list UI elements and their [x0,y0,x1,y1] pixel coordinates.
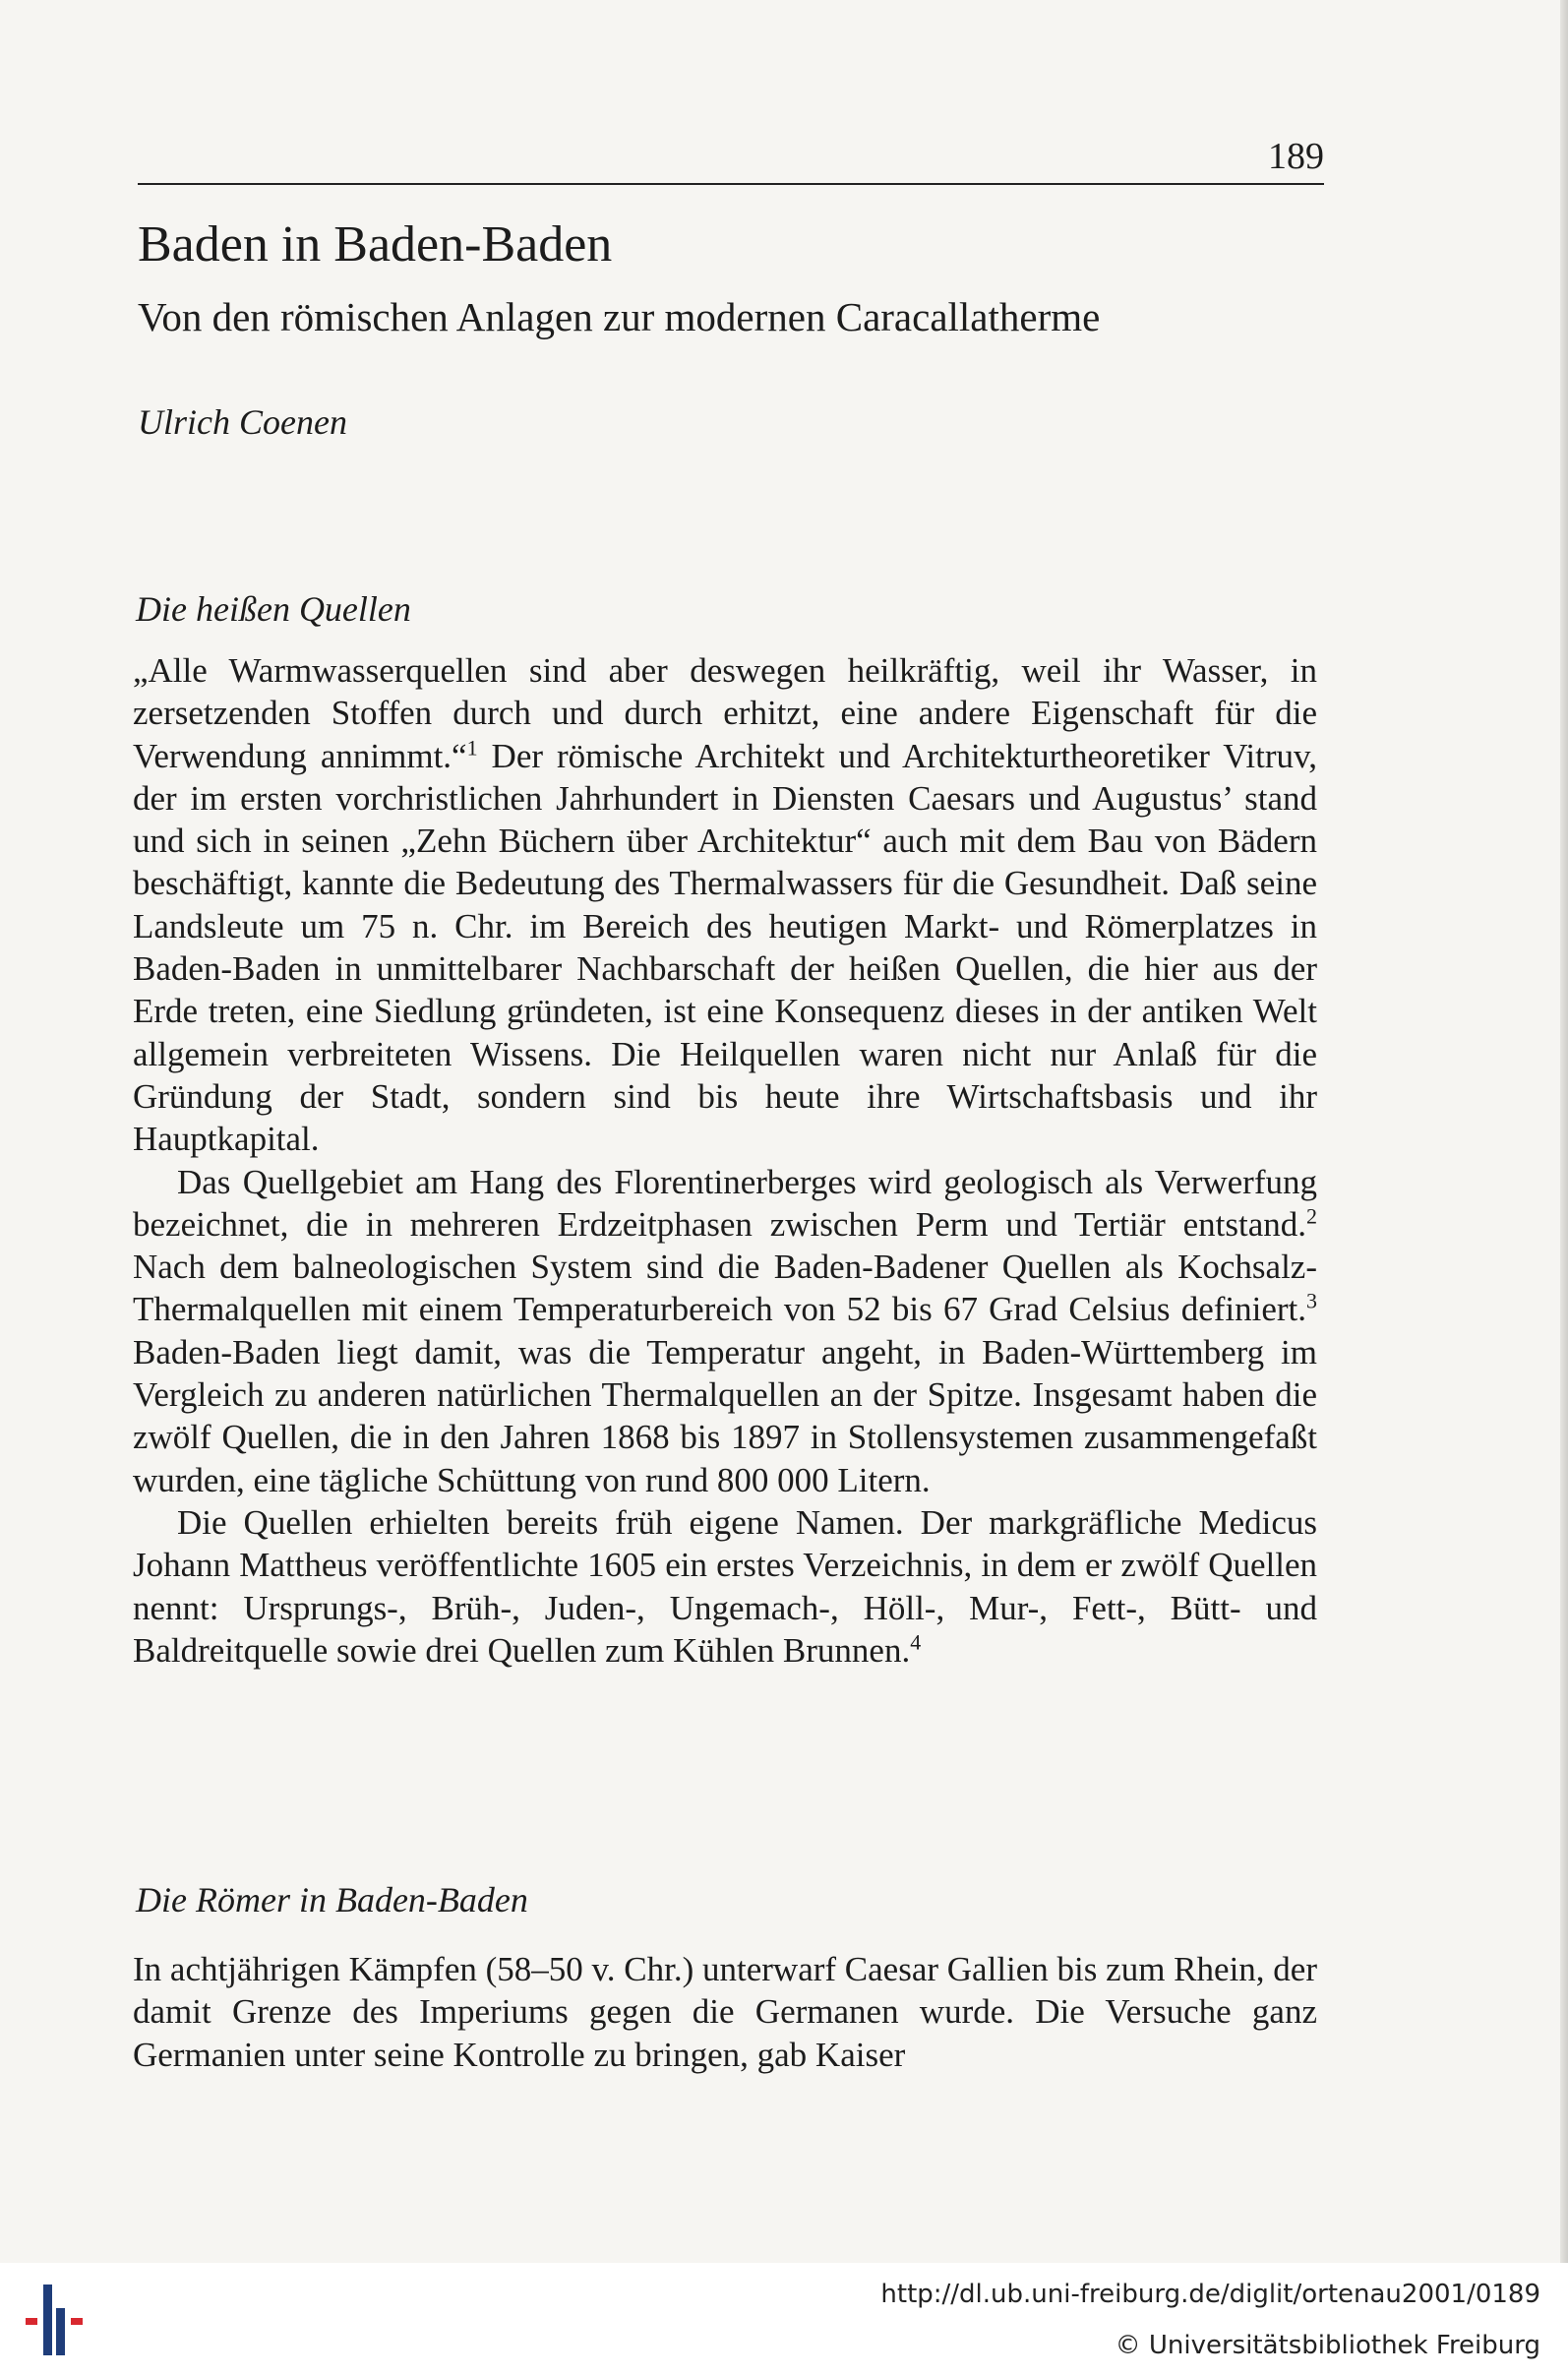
ub-freiburg-logo-icon[interactable] [20,2279,98,2363]
paragraph-text: Baden-Baden liegt damit, was die Temperatur angeht, in Baden-Württemberg im Vergleich zu anderen natürlichen Thermalquellen an der Spitze. Insgesamt haben die zwölf Quellen, die in den Jahren 1868 bis 1897 in Stollensystemen zusammengefaßt wurden, eine tägliche Schüttung von rund 800 000 Litern. [133,1332,1317,1499]
header-rule [138,183,1324,185]
footnote-ref[interactable]: 2 [1306,1203,1317,1229]
section-body [133,1948,1317,2076]
footnote-ref[interactable]: 3 [1306,1288,1317,1313]
body-paragraph [133,1948,1317,2076]
section-heading: Die heißen Quellen [136,589,411,629]
article-title: Baden in Baden-Baden [138,216,613,273]
footnote-ref[interactable]: 4 [910,1629,922,1655]
paragraph-text: Die Quellen erhielten bereits früh eigene Namen. Der markgräfliche Medicus Johann Mattheus veröffentlichte 1605 ein erstes Verzeichnis, in dem er zwölf Quellen nennt: Ursprungs-, Brüh-, Juden-, Ungemach-, Höll-, Mur-, Fett-, Bütt- und Baldreitquelle sowie drei Quellen zum Kühlen Brunnen. [133,1502,1317,1670]
page-number: 189 [1268,136,1324,177]
paragraph-text: Das Quellgebiet am Hang des Florentinerberges wird geologisch als Verwerfung bezeichnet, die in mehreren Erdzeitphasen zwischen Perm und Tertiär entstand. [133,1162,1317,1244]
section-heading: Die Römer in Baden-Baden [136,1880,528,1919]
body-paragraph [133,1161,1317,1501]
logo-bar-blue-short [56,2308,65,2355]
paragraph-text: Nach dem balneologischen System sind die Baden-Badener Quellen als Kochsalz-Thermalquellen mit einem Temperaturbereich von 52 bis 67 Grad Celsius definiert. [133,1248,1317,1329]
footnote-ref[interactable]: 1 [466,734,478,760]
scan-edge [1560,0,1568,2263]
author-name: Ulrich Coenen [138,402,347,442]
logo-bar-blue-tall [43,2285,52,2355]
paragraph-text: „Alle Warmwasserquellen sind aber deswegen heilkräftig, weil ihr Wasser, in zersetzenden Stoffen durch und durch erhitzt, eine andere Eigenschaft für die Verwendung annimmt.“ [133,651,1317,775]
footer-copyright: © Universitätsbibliothek Freiburg [1115,2331,1540,2360]
footer-url-link[interactable]: http://dl.ub.uni-freiburg.de/diglit/ortenau2001/0189 [880,2280,1540,2309]
article-subtitle: Von den römischen Anlagen zur modernen Caracallatherme [138,294,1101,339]
logo-square-red-right [71,2318,83,2325]
body-paragraph [133,649,1317,1161]
paragraph-text: Der römische Architekt und Architekturtheoretiker Vitruv, der im ersten vorchristlichen Jahrhundert in Diensten Caesars und Augustus’ stand und sich in seinen „Zehn Büchern über Architektur“ auch mit dem Bau von Bädern beschäftigt, kannte die Bedeutung des Thermalwassers für die Gesundheit. Daß seine Landsleute um 75 n. Chr. im Bereich des heutigen Markt- und Römerplatzes in Baden-Baden in unmittelbarer Nachbarschaft der heißen Quellen, die hier aus der Erde treten, eine Siedlung gründeten, ist eine Konsequenz dieses in der antiken Welt allgemein verbreiteten Wissens. Die Heilquellen waren nicht nur Anlaß für die Gründung der Stadt, sondern sind bis heute ihre Wirtschaftsbasis und ihr Hauptkapital. [133,736,1317,1159]
section-body [133,649,1317,1672]
body-paragraph [133,1501,1317,1672]
logo-square-red-left [26,2318,37,2325]
paragraph-text: In achtjährigen Kämpfen (58–50 v. Chr.) unterwarf Caesar Gallien bis zum Rhein, der damit Grenze des Imperiums gegen die Germanen wurde. Die Versuche ganz Germanien unter seine Kontrolle zu bringen, gab Kaiser [133,1950,1317,2074]
